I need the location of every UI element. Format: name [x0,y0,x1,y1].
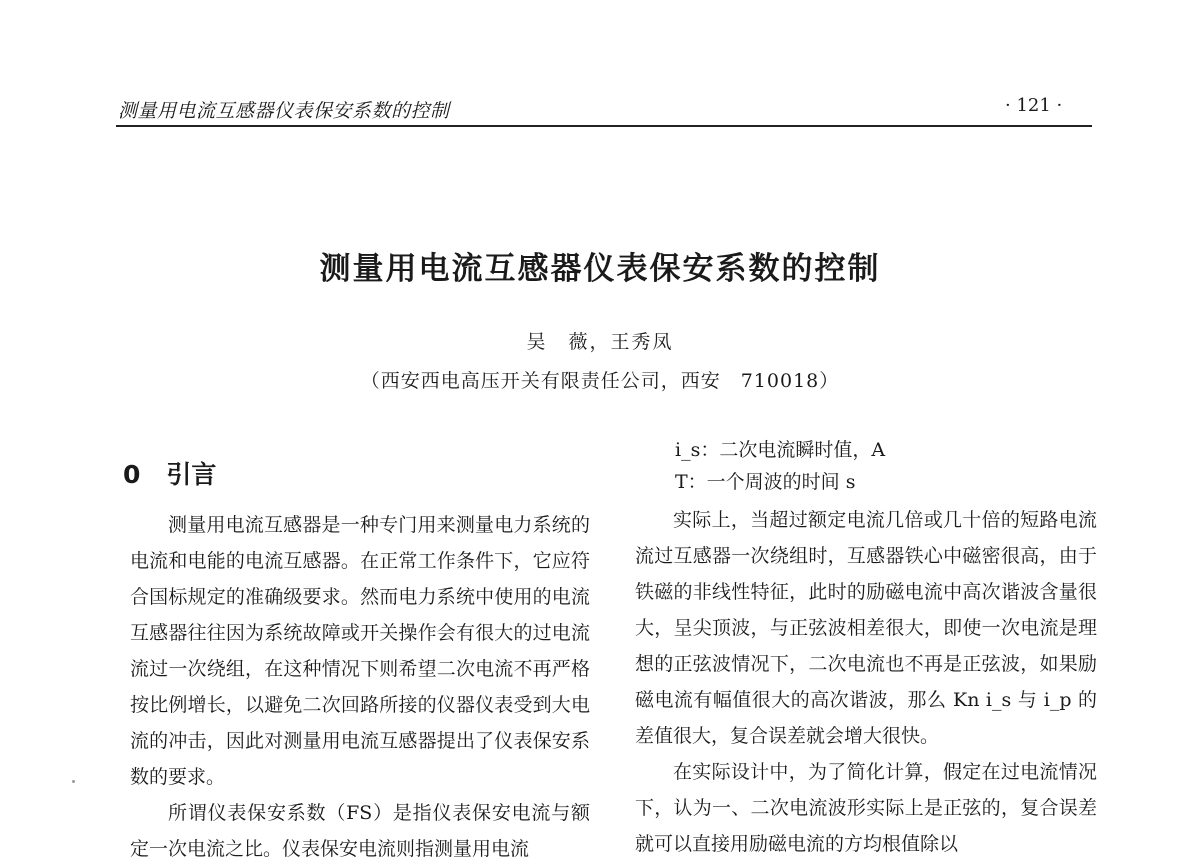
paragraph: 在实际设计中，为了简化计算，假定在过电流情况下，认为一、二次电流波形实际上是正弦的，复合误差就可以直接用励磁电流的方均根值除以 [635,761,1097,855]
variable-definition: T：一个周波的时间 s [675,471,856,493]
right-column [635,434,1097,862]
section-number: 0 [123,460,141,489]
article-title: 测量用电流互感器仪表保安系数的控制 [319,251,881,287]
running-head-title: 测量用电流互感器仪表保安系数的控制 [118,100,450,122]
variable-definition: i_s：二次电流瞬时值，A [675,439,886,461]
paragraph: 测量用电流互感器是一种专门用来测量电力系统的电流和电能的电流互感器。在正常工作条件下，它应符合国标规定的准确级要求。然而电力系统中使用的电流互感器往往因为系统故障或开关操作会有很大的过电流流过一次绕组，在这种情况下则希望二次电流不再严格按比例增长，以避免二次回路所接的仪器仪表受到大电流的冲击，因此对测量用电流互感器提出了仪表保安系数的要求。 [130,514,590,788]
affiliation: （西安西电高压开关有限责任公司，西安 710018） [360,370,840,392]
page-number: · 121 · [1005,95,1063,116]
paragraph: 所谓仪表保安系数（FS）是指仪表保安电流与额定一次电流之比。仪表保安电流则指测量用电流 [130,802,590,860]
authors: 吴 薇，王秀凤 [526,331,674,353]
scan-speck [72,780,75,783]
paragraph: 实际上，当超过额定电流几倍或几十倍的短路电流流过互感器一次绕组时，互感器铁心中磁密很高，由于铁磁的非线性特征，此时的励磁电流中高次谐波含量很大，呈尖顶波，与正弦波相差很大，即使一次电流是理想的正弦波情况下，二次电流也不再是正弦波，如果励磁电流有幅值很大的高次谐波，那么 Kn i_s 与 i_p 的差值很大，复合误差就会增大很快。 [635,509,1097,747]
left-column [130,507,590,867]
section-title: 引言 [166,460,217,489]
header-rule [116,125,1092,127]
section-heading [123,455,216,491]
